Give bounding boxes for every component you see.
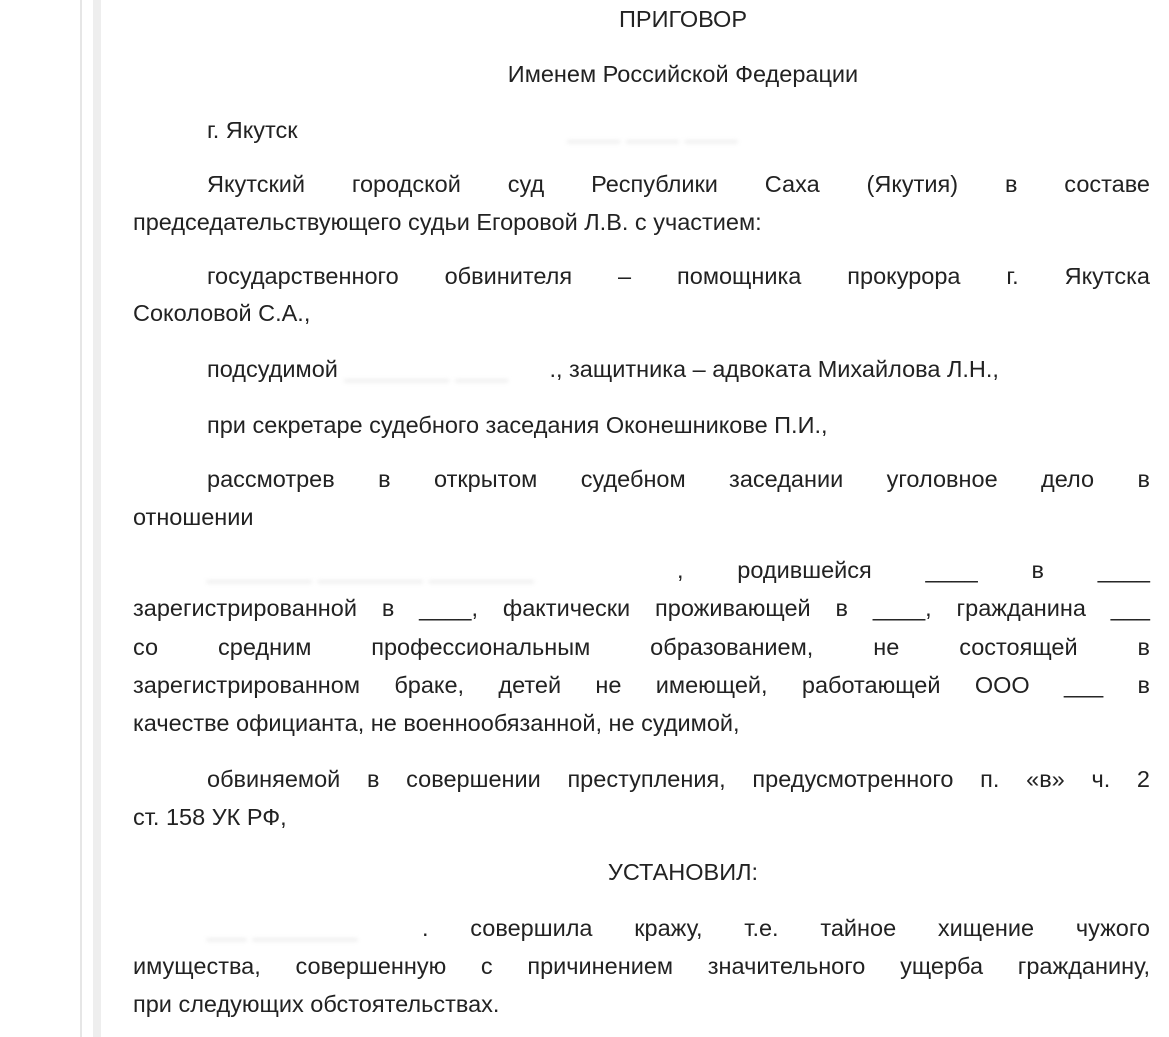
paragraph-line <box>133 909 1150 947</box>
redacted-name: ___ ________ <box>207 915 358 941</box>
paragraph-line <box>133 551 1150 589</box>
page-edge <box>93 0 101 1037</box>
text: . совершила кражу, т.е. тайное хищение чужого <box>422 915 1150 941</box>
paragraph-line <box>133 350 1150 388</box>
paragraph-line: Соколовой С.А., <box>133 300 311 326</box>
paragraph-line: при следующих обстоятельствах. <box>133 991 500 1017</box>
text: , родившейся ____ в ____ <box>677 557 1150 583</box>
text: ., защитника – адвоката Михайлова Л.Н., <box>549 356 999 382</box>
paragraph-line: ст. 158 УК РФ, <box>133 804 287 830</box>
paragraph-line: председательствующего судьи Егоровой Л.В. с участием: <box>133 209 762 235</box>
document-title: ПРИГОВОР <box>619 6 747 32</box>
paragraph-line: рассмотрев в открытом судебном заседании уголовное дело в <box>207 466 1150 492</box>
paragraph-line: государственного обвинителя – помощника прокурора г. Якутска <box>207 263 1150 289</box>
redacted-date: ____ ____ ____ <box>567 117 738 143</box>
page-margin-line <box>80 0 82 1037</box>
paragraph-line: качестве официанта, не военнообязанной, не судимой, <box>133 710 740 736</box>
paragraph-line: при секретаре судебного заседания Оконешникове П.И., <box>207 412 828 438</box>
section-heading: УСТАНОВИЛ: <box>607 859 759 885</box>
text: подсудимой <box>207 356 338 382</box>
paragraph-line: Якутский городской суд Республики Саха (Якутия) в составе <box>207 171 1150 197</box>
redacted-name: ________ ________ ________ <box>207 557 534 583</box>
city: г. Якутск <box>207 117 298 143</box>
paragraph-line: отношении <box>133 504 254 530</box>
paragraph-line: обвиняемой в совершении преступления, предусмотренного п. «в» ч. 2 <box>207 766 1150 792</box>
paragraph-line: со средним профессиональным образованием, не состоящей в <box>133 634 1150 660</box>
document-subtitle: Именем Российской Федерации <box>507 61 859 87</box>
city-line <box>133 111 1150 149</box>
paragraph-line: имущества, совершенную с причинением значительного ущерба гражданину, <box>133 953 1150 979</box>
paragraph-line: зарегистрированном браке, детей не имеющей, работающей ООО ___ в <box>133 672 1150 698</box>
redacted-name: ________ ____ <box>344 356 508 382</box>
paragraph-line: зарегистрированной в ____, фактически проживающей в ____, гражданина ___ <box>133 595 1150 621</box>
